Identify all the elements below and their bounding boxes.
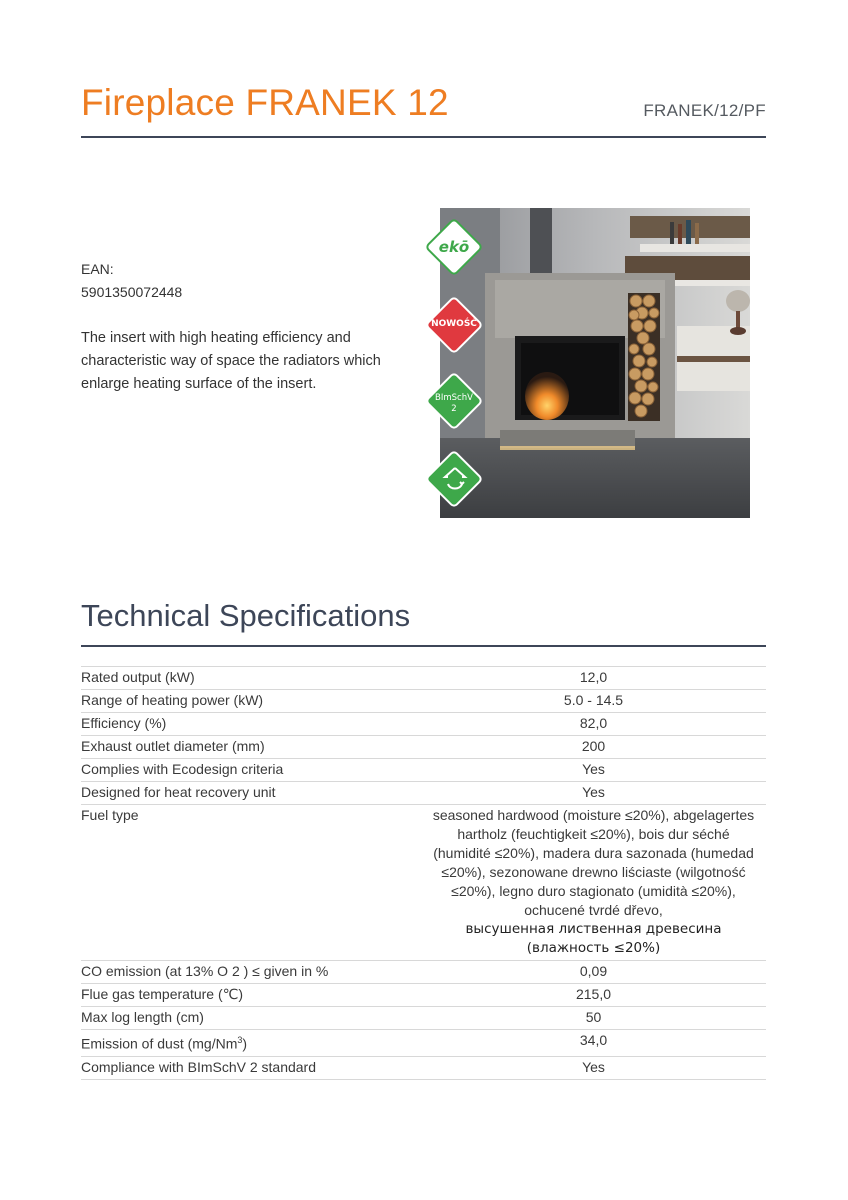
- spec-value: 50: [421, 1007, 766, 1030]
- ean-value: 5901350072448: [81, 284, 183, 300]
- table-row: [81, 984, 766, 1007]
- bimschv-badge-label-2: 2: [451, 404, 457, 414]
- spec-value: 0,09: [421, 961, 766, 984]
- eko-badge-label: ekō: [438, 238, 470, 256]
- spec-value: 215,0: [421, 984, 766, 1007]
- spec-value: Yes: [421, 759, 766, 782]
- spec-label: Fuel type: [81, 805, 421, 961]
- table-row: [81, 759, 766, 782]
- bimschv-badge-label-1: BImSchV: [435, 393, 473, 403]
- product-code: FRANEK/12/PF: [643, 101, 766, 120]
- specifications-table: [81, 666, 766, 1080]
- product-photo: [440, 208, 750, 518]
- spec-value: Yes: [421, 782, 766, 805]
- table-row: [81, 667, 766, 690]
- table-row: [81, 713, 766, 736]
- table-row: [81, 1030, 766, 1057]
- spec-label-superscript: 3: [237, 1035, 243, 1045]
- spec-value: Yes: [421, 1056, 766, 1079]
- fuel-text-latin: seasoned hardwood (moisture ≤20%), abgelagertes hartholz (feuchtigkeit ≤20%), bois dur séché (humidité ≤20%), madera dura sazonada (humedad ≤20%), sezonowane drewno liściaste (wilgotność ≤20%), legno duro stagionato (umidità ≤20%), ochucené tvrdé dřevo,: [432, 807, 755, 918]
- spec-value: 12,0: [421, 667, 766, 690]
- spec-label: [81, 1030, 421, 1057]
- header: [81, 78, 766, 138]
- table-row: [81, 961, 766, 984]
- spec-label: Flue gas temperature (℃): [81, 984, 421, 1007]
- house-arrows-icon: [440, 464, 470, 494]
- spec-label-end: ): [242, 1035, 248, 1052]
- spec-label: Efficiency (%): [81, 713, 421, 736]
- spec-label: Exhaust outlet diameter (mm): [81, 736, 421, 759]
- specifications-heading: Technical Specifications: [81, 598, 411, 633]
- ean-label: EAN:: [81, 261, 114, 277]
- spec-value: 34,0: [421, 1030, 766, 1057]
- table-row: [81, 782, 766, 805]
- spec-label: Compliance with BImSchV 2 standard: [81, 1056, 421, 1079]
- product-description: The insert with high heating efficiency and characteristic way of space the radiators which enlarge heating surface of the insert.: [81, 330, 381, 392]
- spec-value: 82,0: [421, 713, 766, 736]
- spec-label: Max log length (cm): [81, 1007, 421, 1030]
- spec-label: Rated output (kW): [81, 667, 421, 690]
- table-row: [81, 805, 766, 961]
- spec-value: 200: [421, 736, 766, 759]
- spec-value: 5.0 - 14.5: [421, 690, 766, 713]
- table-row: [81, 1056, 766, 1079]
- spec-label: Complies with Ecodesign criteria: [81, 759, 421, 782]
- spec-label: CO emission (at 13% O 2 ) ≤ given in %: [81, 961, 421, 984]
- new-badge-label: NOWOŚĆ: [431, 319, 477, 329]
- fuel-text-cyrillic: высушенная лиственная древесина (влажность ≤20%): [465, 921, 722, 956]
- table-row: [81, 736, 766, 759]
- fireplace-room-image: [440, 208, 750, 518]
- table-row: [81, 1007, 766, 1030]
- specifications-divider: [81, 645, 766, 647]
- page-title: Fireplace FRANEK 12: [81, 82, 449, 123]
- spec-label: Range of heating power (kW): [81, 690, 421, 713]
- spec-label: Designed for heat recovery unit: [81, 782, 421, 805]
- table-row: [81, 690, 766, 713]
- spec-value-fuel: [421, 805, 766, 961]
- spec-label-main: Emission of dust (mg/Nm: [81, 1035, 238, 1052]
